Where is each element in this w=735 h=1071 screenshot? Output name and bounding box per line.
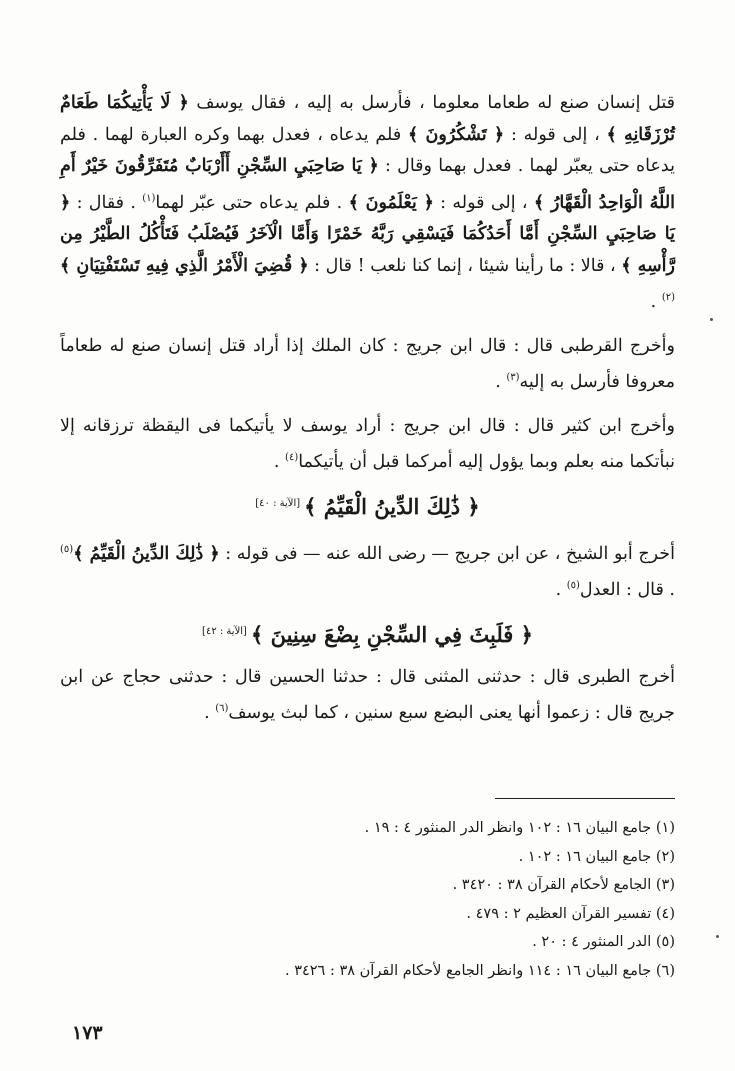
text-run: . bbox=[650, 292, 662, 313]
scan-speck bbox=[710, 318, 713, 321]
heading-verse: ﴿ ذَٰلِكَ الدِّينُ الْقَيِّمُ ﴾ bbox=[304, 493, 480, 519]
paragraph-5 bbox=[60, 662, 675, 730]
quran-quote: ﴿ قُضِيَ الْأَمْرُ الَّذِي فِيهِ تَسْتَفْتِيَانِ ﴾ bbox=[60, 255, 309, 276]
quran-quote: ﴿ يَا صَاحِبَيِ السِّجْنِ أَمَّا أَحَدُكُمَا فَيَسْقِي رَبَّهُ خَمْرًا وَأَمَّا الْآخَرُ فَيُصْلَبُ فَتَأْكُلُ الطَّيْرُ مِن رَّأْسِهِ ﴾ bbox=[60, 192, 675, 276]
text-run: فلم يدعاه ، فعدل بهما وكره العبارة لهما . فلم يدعاه حتى يعبّر لهما . فعدل بهما وقال : bbox=[60, 124, 675, 177]
verse-heading-42 bbox=[60, 611, 675, 656]
text-run: . قال : العدل bbox=[579, 580, 675, 601]
heading-verse: ﴿ فَلَبِثَ فِي السِّجْنِ بِضْعَ سِنِينَ ﴾ bbox=[250, 621, 533, 647]
text-run: وأخرج ابن كثير قال : قال ابن جريج : أراد يوسف لا يأتيكما فى اليقظة ترزقانه إلا نبأتكما منه بعلم وبما يؤول إليه أمركما قبل أن يأتيكما bbox=[60, 415, 675, 473]
footnote-ref: (٥) bbox=[60, 543, 74, 555]
paragraph-4 bbox=[60, 534, 675, 607]
text-run: . فقال : bbox=[70, 192, 143, 213]
text-run: . bbox=[204, 703, 216, 724]
verse-heading-40 bbox=[60, 483, 675, 528]
footnote-2: (٢) جامع البيان ١٦ : ١٠٢ . bbox=[518, 848, 675, 865]
footnote-ref: (٥) bbox=[566, 580, 580, 592]
footnotes bbox=[60, 814, 675, 986]
main-text bbox=[60, 88, 675, 730]
paragraph-1 bbox=[60, 88, 675, 319]
footnote-4: (٤) تفسير القرآن العظيم ٢ : ٤٧٩ . bbox=[466, 905, 675, 922]
quran-quote: ﴿ ذَٰلِكَ الدِّينُ الْقَيِّمُ ﴾ bbox=[73, 543, 220, 564]
footnote-divider bbox=[495, 798, 675, 799]
footnote-ref: (١) bbox=[142, 192, 156, 204]
footnote-ref: (٤) bbox=[285, 452, 299, 464]
text-run: أخرج الطبرى قال : حدثنى المثنى قال : حدثنا الحسين قال : حدثنى حجاج عن ابن جريج قال : زعموا أنها يعنى البضع سبع سنين ، كما لبث يوسف bbox=[60, 666, 675, 724]
text-run: . bbox=[555, 580, 567, 601]
text-run: قتل إنسان صنع له طعاما معلوما ، فأرسل به إليه ، فقال يوسف bbox=[188, 93, 675, 113]
text-run: أخرج أبو الشيخ ، عن ابن جريج — رضى الله عنه — فى قوله : bbox=[219, 543, 675, 564]
quran-quote: ﴿ يَعْلَمُونَ ﴾ bbox=[348, 192, 434, 213]
ayah-reference: [الآية : ٤٠] bbox=[255, 497, 301, 509]
quran-quote: ﴿ يَا صَاحِبَيِ السِّجْنِ أَأَرْبَابٌ مُتَفَرِّقُونَ خَيْرٌ أَمِ اللَّهُ الْوَاحِدُ الْقَهَّارُ ﴾ bbox=[60, 156, 676, 213]
footnote-ref: (٢) bbox=[661, 292, 675, 304]
footnote-ref: (٦) bbox=[215, 703, 229, 715]
footnote-3: (٣) الجامع لأحكام القرآن ٣٨ : ٣٤٢٠ . bbox=[452, 877, 675, 894]
quran-quote: ﴿ لَا يَأْتِيكُمَا طَعَامٌ تُرْزَقَانِهِ ﴾ bbox=[60, 93, 675, 145]
text-run: . bbox=[273, 452, 286, 473]
text-run: . فلم يدعاه حتى عبّر لهما bbox=[155, 192, 349, 213]
footnote-1: (١) جامع البيان ١٦ : ١٠٢ وانظر الدر المنثور ٤ : ١٩ . bbox=[364, 820, 675, 836]
page-number: ١٧٣ bbox=[72, 1022, 103, 1044]
ayah-reference: [الآية : ٤٢] bbox=[202, 625, 247, 637]
quran-quote: ﴿ تَشْكُرُونَ ﴾ bbox=[407, 124, 505, 145]
footnote-5: (٥) الدر المنثور ٤ : ٢٠ . bbox=[532, 934, 675, 951]
text-run: ، قالا : ما رأينا شيئا ، إنما كنا نلعب ! قال : bbox=[308, 255, 622, 276]
text-run: ، إلى قوله : bbox=[433, 192, 534, 213]
footnote-ref: (٣) bbox=[506, 372, 520, 384]
text-run: . bbox=[495, 372, 507, 393]
text-run: وأخرج القرطبى قال : قال ابن جريج : كان الملك إذا أراد قتل إنسان صنع له طعاماً معروفا فأرسل به إليه bbox=[60, 335, 675, 393]
paragraph-2 bbox=[60, 331, 675, 399]
text-run: ، إلى قوله : bbox=[504, 124, 607, 145]
paragraph-3 bbox=[60, 411, 675, 479]
scan-speck bbox=[716, 935, 719, 938]
footnote-6: (٦) جامع البيان ١٦ : ١١٤ وانظر الجامع لأحكام القرآن ٣٨ : ٣٤٢٦ . bbox=[284, 962, 675, 979]
